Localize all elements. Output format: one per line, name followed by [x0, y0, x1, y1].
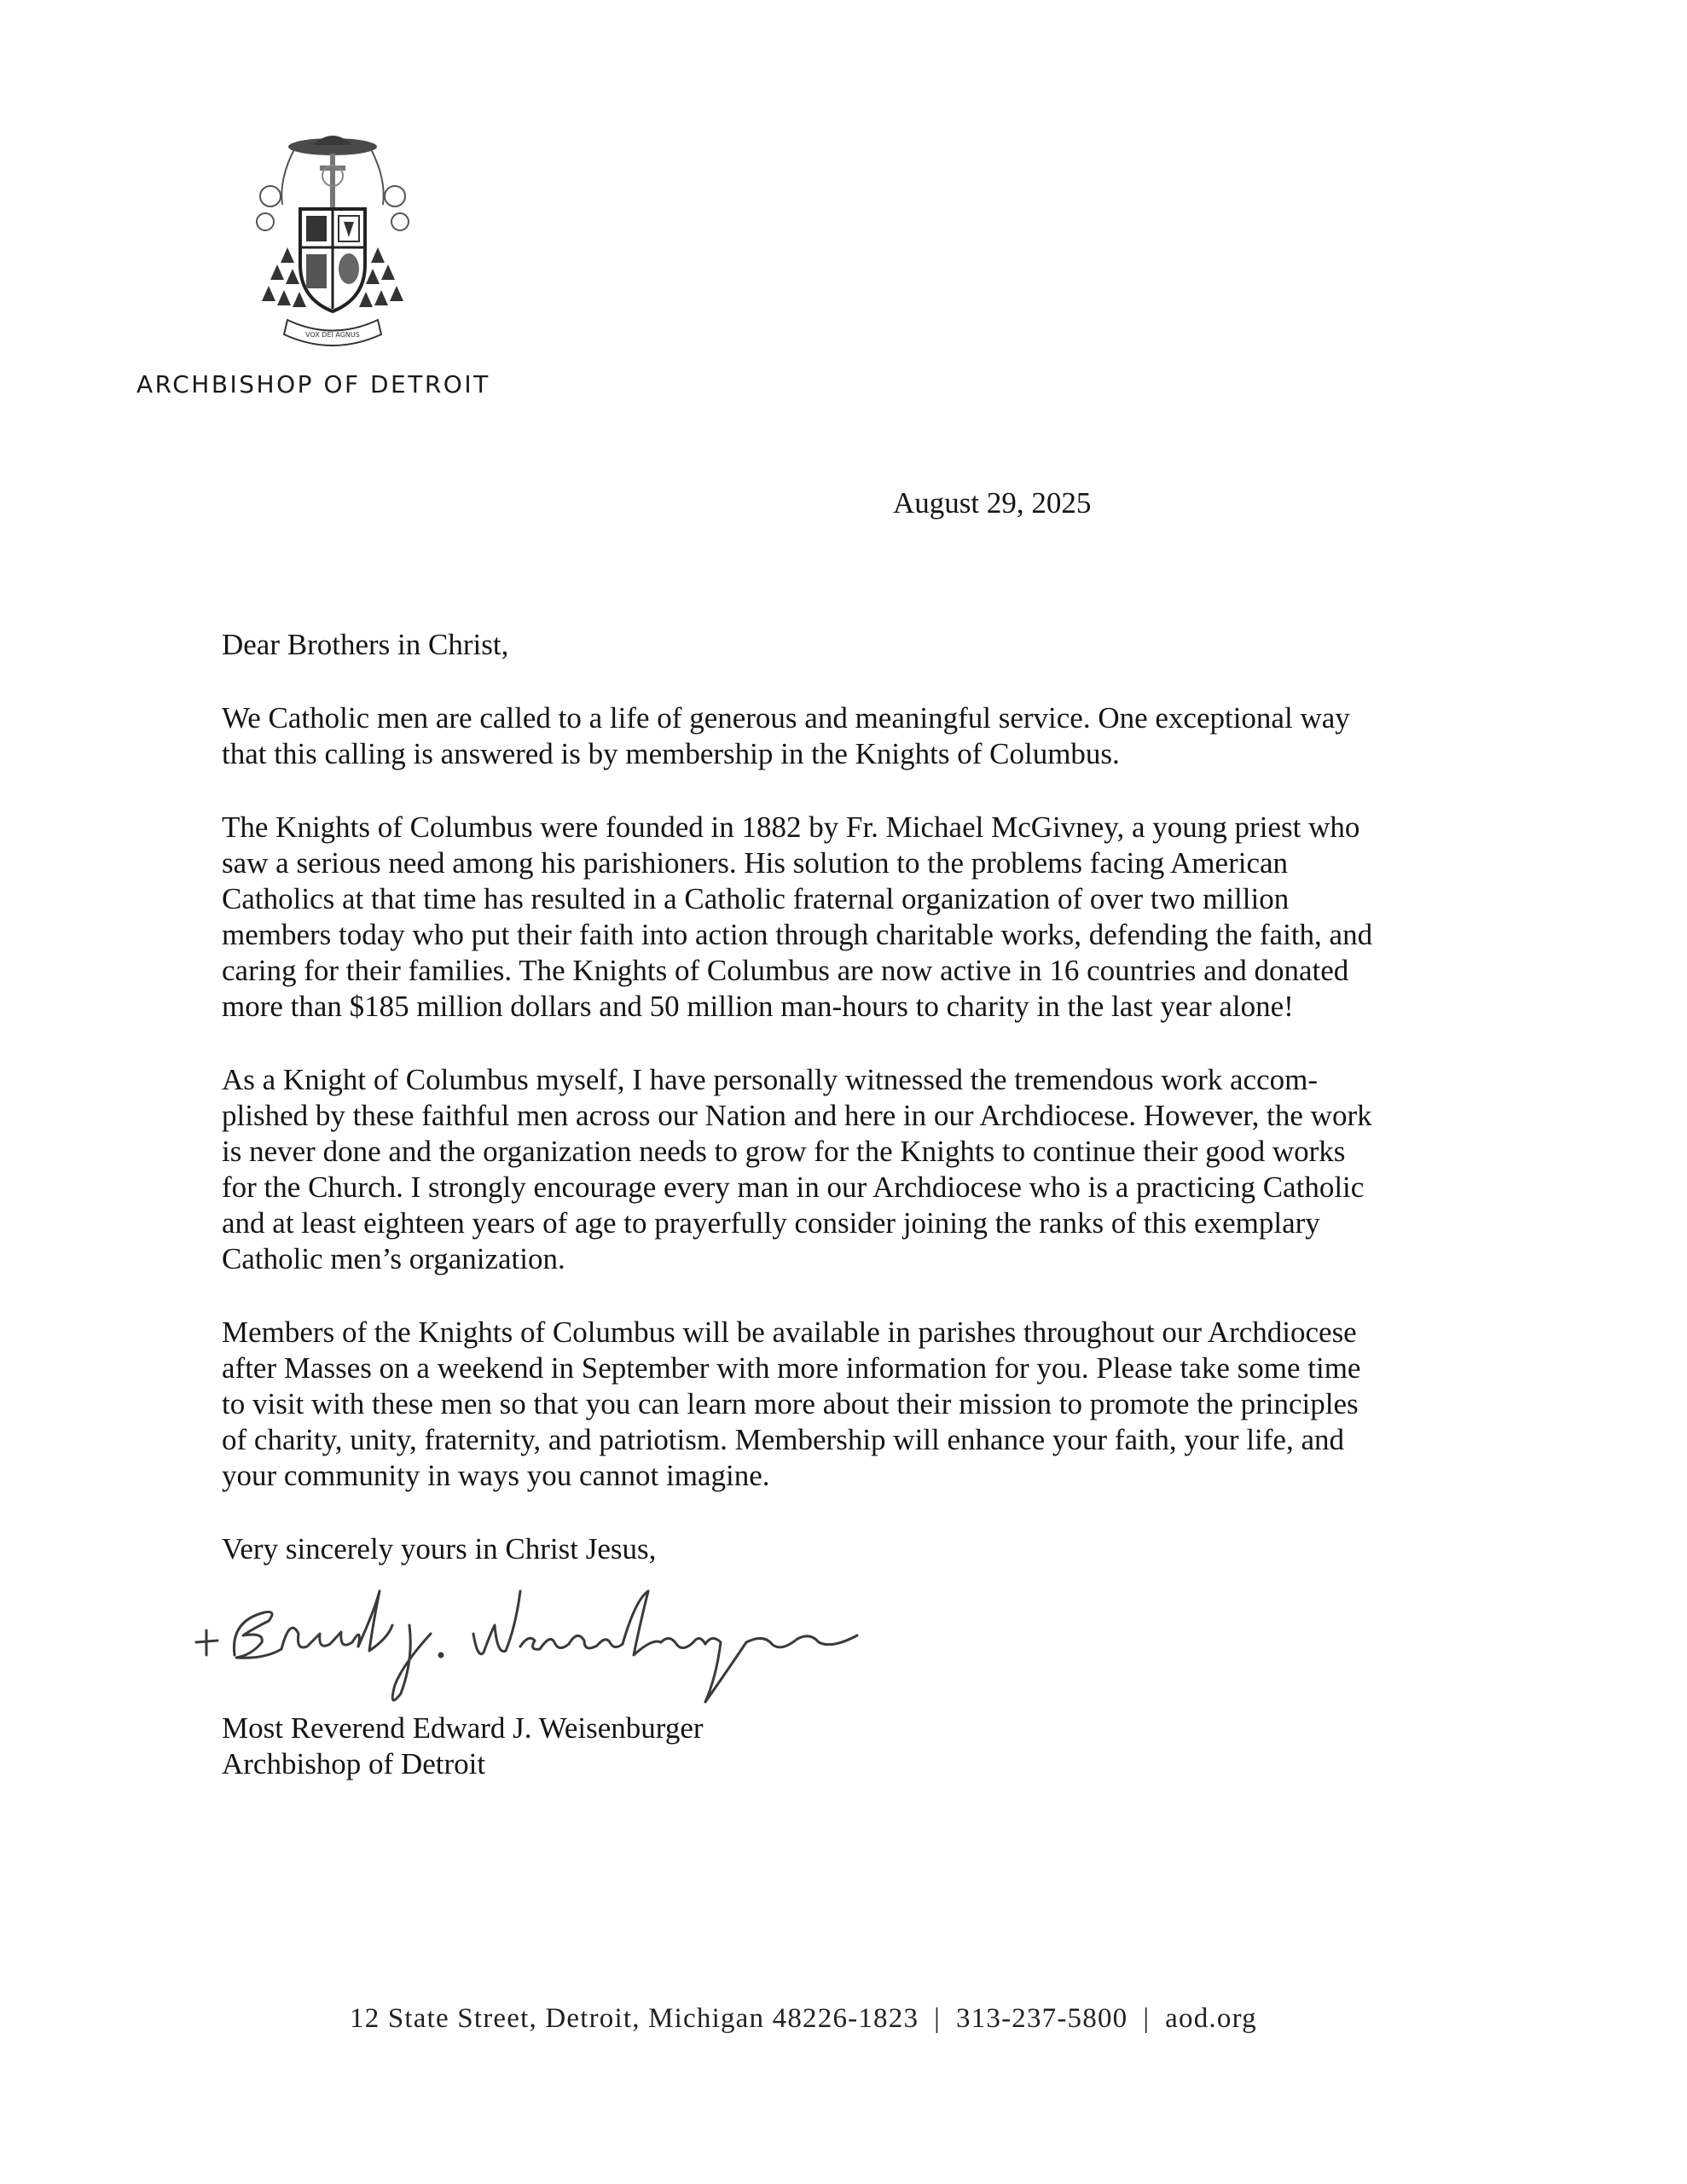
paragraph-1 — [222, 700, 1450, 772]
paragraph-3 — [222, 1062, 1450, 1277]
letter-date: August 29, 2025 — [893, 486, 1092, 520]
signature-image — [183, 1574, 866, 1711]
text-line: Catholics at that time has resulted in a Catholic fraternal organization of over two million — [222, 882, 1290, 915]
footer-phone: 313-237-5800 — [955, 2003, 1128, 2034]
text-line: As a Knight of Columbus myself, I have personally witnessed the tremendous work accom- — [222, 1063, 1319, 1096]
text-line: of charity, unity, fraternity, and patriotism. Membership will enhance your faith, your life, and — [222, 1423, 1345, 1456]
text-line: saw a serious need among his parishioners. His solution to the problems facing American — [222, 846, 1289, 880]
footer-separator: | — [934, 2003, 941, 2034]
signer-block — [222, 1711, 704, 1782]
footer-address: 12 State Street, Detroit, Michigan 48226-1823 — [350, 2003, 919, 2034]
signer-name: Most Reverend Edward J. Weisenburger — [222, 1711, 704, 1745]
svg-text:VOX DEI AGNUS: VOX DEI AGNUS — [305, 331, 360, 339]
closing: Very sincerely yours in Christ Jesus, — [222, 1532, 657, 1565]
text-line: Catholic men’s organization. — [222, 1242, 565, 1275]
text-line: that this calling is answered is by membership in the Knights of Columbus. — [222, 737, 1120, 770]
footer-separator: | — [1143, 2003, 1151, 2034]
text-line: and at least eighteen years of age to prayerfully consider joining the ranks of this exemplary — [222, 1206, 1320, 1240]
paragraph-2 — [222, 810, 1450, 1025]
text-line: caring for their families. The Knights of Columbus are now active in 16 countries and donated — [222, 954, 1349, 987]
text-line: after Masses on a weekend in September with more information for you. Please take some time — [222, 1351, 1361, 1385]
text-line: plished by these faithful men across our Nation and here in our Archdiocese. However, the work — [222, 1099, 1372, 1132]
signer-title: Archbishop of Detroit — [222, 1747, 486, 1780]
letterhead — [136, 128, 529, 410]
text-line: your community in ways you cannot imagine. — [222, 1459, 770, 1492]
footer-website: aod.org — [1165, 2003, 1257, 2034]
text-line: for the Church. I strongly encourage every man in our Archdiocese who is a practicing Catholic — [222, 1170, 1365, 1204]
coat-of-arms-icon — [253, 128, 412, 363]
paragraph-4 — [222, 1315, 1450, 1494]
text-line: Members of the Knights of Columbus will be available in parishes throughout our Archdiocese — [222, 1316, 1357, 1349]
text-line: is never done and the organization needs to grow for the Knights to continue their good works — [222, 1135, 1346, 1168]
organization-name: ARCHBISHOP OF DETROIT — [136, 370, 490, 398]
text-line: We Catholic men are called to a life of generous and meaningful service. One exceptional way — [222, 701, 1350, 735]
footer — [350, 2003, 1257, 2035]
letter-body — [222, 627, 1450, 1567]
text-line: to visit with these men so that you can learn more about their mission to promote the principles — [222, 1387, 1359, 1420]
salutation: Dear Brothers in Christ, — [222, 628, 509, 661]
text-line: members today who put their faith into action through charitable works, defending the faith, and — [222, 918, 1373, 951]
text-line: more than $185 million dollars and 50 million man-hours to charity in the last year alone! — [222, 990, 1294, 1023]
text-line: The Knights of Columbus were founded in 1882 by Fr. Michael McGivney, a young priest who — [222, 810, 1360, 844]
